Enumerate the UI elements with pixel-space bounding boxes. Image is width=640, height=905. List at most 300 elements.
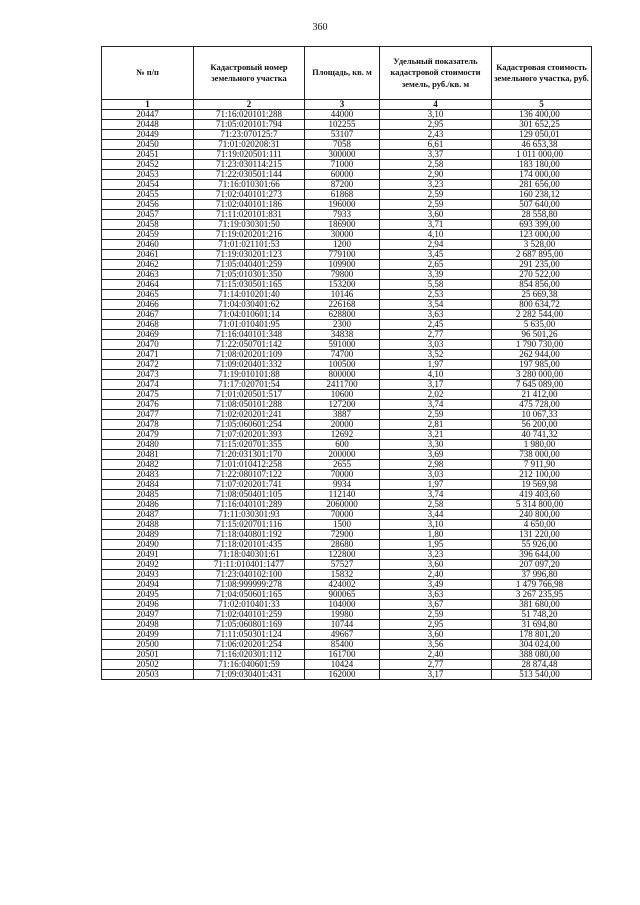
cadastral-value-cell: 96 501,26 (492, 330, 592, 340)
cadastral-number-cell: 71:01:020501:517 (194, 390, 305, 400)
row-number-cell: 20459 (102, 230, 194, 240)
unit-value-cell: 3,56 (380, 640, 492, 650)
unit-value-cell: 3,21 (380, 430, 492, 440)
unit-value-cell: 3,49 (380, 580, 492, 590)
row-number-cell: 20480 (102, 440, 194, 450)
cadastral-value-cell: 419 403,60 (492, 490, 592, 500)
unit-value-cell: 3,10 (380, 110, 492, 120)
column-number: 3 (305, 100, 380, 110)
area-cell: 10744 (305, 620, 380, 630)
cadastral-number-cell: 71:11:030301:93 (194, 510, 305, 520)
row-number-cell: 20483 (102, 470, 194, 480)
table-row (102, 250, 592, 260)
cadastral-value-cell: 10 067,33 (492, 410, 592, 420)
cadastral-number-cell: 71:15:020701:355 (194, 440, 305, 450)
unit-value-cell: 3,63 (380, 590, 492, 600)
area-cell: 591000 (305, 340, 380, 350)
cadastral-number-cell: 71:08:999999:278 (194, 580, 305, 590)
row-number-cell: 20462 (102, 260, 194, 270)
cadastral-number-cell: 71:07:020201:741 (194, 480, 305, 490)
unit-value-cell: 3,54 (380, 300, 492, 310)
area-cell: 1200 (305, 240, 380, 250)
cadastral-number-cell: 71:19:010101:88 (194, 370, 305, 380)
cadastral-value-cell: 281 656,00 (492, 180, 592, 190)
cadastral-value-cell: 1 479 766,98 (492, 580, 592, 590)
unit-value-cell: 2,59 (380, 190, 492, 200)
row-number-cell: 20478 (102, 420, 194, 430)
unit-value-cell: 3,74 (380, 490, 492, 500)
table-row (102, 220, 592, 230)
cadastral-value-cell: 304 024,00 (492, 640, 592, 650)
row-number-cell: 20447 (102, 110, 194, 120)
cadastral-number-cell: 71:08:050101:288 (194, 400, 305, 410)
cadastral-number-cell: 71:05:060801:169 (194, 620, 305, 630)
cadastral-number-cell: 71:04:010601:14 (194, 310, 305, 320)
unit-value-cell: 2,58 (380, 160, 492, 170)
table-row (102, 310, 592, 320)
table-row (102, 520, 592, 530)
area-cell: 7933 (305, 210, 380, 220)
cadastral-value-cell: 7 645 089,00 (492, 380, 592, 390)
cadastral-number-cell: 71:01:020208:31 (194, 140, 305, 150)
table-row (102, 360, 592, 370)
column-number: 1 (102, 100, 194, 110)
row-number-cell: 20460 (102, 240, 194, 250)
unit-value-cell: 3,03 (380, 340, 492, 350)
area-cell: 186900 (305, 220, 380, 230)
unit-value-cell: 3,60 (380, 630, 492, 640)
unit-value-cell: 1,95 (380, 540, 492, 550)
cadastral-value-cell: 207 097,20 (492, 560, 592, 570)
cadastral-value-cell: 28 874,48 (492, 660, 592, 670)
area-cell: 112140 (305, 490, 380, 500)
unit-value-cell: 4,10 (380, 230, 492, 240)
page-number: 360 (312, 22, 328, 33)
area-cell: 49667 (305, 630, 380, 640)
cadastral-value-cell: 56 200,00 (492, 420, 592, 430)
cadastral-number-cell: 71:02:040101:259 (194, 610, 305, 620)
area-cell: 10424 (305, 660, 380, 670)
unit-value-cell: 3,37 (380, 150, 492, 160)
row-number-cell: 20486 (102, 500, 194, 510)
area-cell: 53107 (305, 130, 380, 140)
row-number-cell: 20471 (102, 350, 194, 360)
area-cell: 70000 (305, 470, 380, 480)
row-number-cell: 20449 (102, 130, 194, 140)
unit-value-cell: 3,17 (380, 380, 492, 390)
cadastral-number-cell: 71:19:030301:50 (194, 220, 305, 230)
row-number-cell: 20476 (102, 400, 194, 410)
cadastral-number-cell: 71:23:030114:215 (194, 160, 305, 170)
cadastral-value-cell: 37 996,80 (492, 570, 592, 580)
table-row (102, 550, 592, 560)
row-number-cell: 20450 (102, 140, 194, 150)
cadastral-value-cell: 513 540,00 (492, 670, 592, 680)
cadastral-number-cell: 71:06:020201:254 (194, 640, 305, 650)
area-cell: 779100 (305, 250, 380, 260)
cadastral-number-cell: 71:18:040801:192 (194, 530, 305, 540)
table-row (102, 630, 592, 640)
unit-value-cell: 2,65 (380, 260, 492, 270)
unit-value-cell: 2,81 (380, 420, 492, 430)
cadastral-value-cell: 131 220,00 (492, 530, 592, 540)
table-row (102, 670, 592, 680)
cadastral-value-cell: 693 399,00 (492, 220, 592, 230)
unit-value-cell: 2,53 (380, 290, 492, 300)
unit-value-cell: 3,03 (380, 470, 492, 480)
row-number-cell: 20469 (102, 330, 194, 340)
cadastral-number-cell: 71:02:040101:186 (194, 200, 305, 210)
row-number-cell: 20503 (102, 670, 194, 680)
table-row (102, 660, 592, 670)
table-row (102, 440, 592, 450)
unit-value-cell: 1,80 (380, 530, 492, 540)
unit-value-cell: 3,23 (380, 550, 492, 560)
unit-value-cell: 2,59 (380, 410, 492, 420)
row-number-cell: 20452 (102, 160, 194, 170)
cadastral-number-cell: 71:23:070125:7 (194, 130, 305, 140)
area-cell: 196000 (305, 200, 380, 210)
area-cell: 2300 (305, 320, 380, 330)
unit-value-cell: 2,02 (380, 390, 492, 400)
area-cell: 12692 (305, 430, 380, 440)
table-row (102, 450, 592, 460)
cadastral-number-cell: 71:16:040601:59 (194, 660, 305, 670)
header-row (102, 47, 592, 100)
table-row (102, 620, 592, 630)
cadastral-number-cell: 71:08:020201:109 (194, 350, 305, 360)
area-cell: 127200 (305, 400, 380, 410)
cadastral-value-cell: 301 652,25 (492, 120, 592, 130)
table-row (102, 340, 592, 350)
area-cell: 102255 (305, 120, 380, 130)
unit-value-cell: 2,95 (380, 120, 492, 130)
table-row (102, 170, 592, 180)
table-row (102, 260, 592, 270)
row-number-cell: 20484 (102, 480, 194, 490)
unit-value-cell: 3,69 (380, 450, 492, 460)
cadastral-number-cell: 71:05:040401:259 (194, 260, 305, 270)
table-row (102, 530, 592, 540)
row-number-cell: 20488 (102, 520, 194, 530)
row-number-cell: 20464 (102, 280, 194, 290)
row-number-cell: 20496 (102, 600, 194, 610)
row-number-cell: 20489 (102, 530, 194, 540)
unit-value-cell: 2,95 (380, 620, 492, 630)
cadastral-number-cell: 71:11:020101:831 (194, 210, 305, 220)
cadastral-value-cell: 178 801,20 (492, 630, 592, 640)
unit-value-cell: 1,97 (380, 360, 492, 370)
table-row (102, 290, 592, 300)
row-number-cell: 20497 (102, 610, 194, 620)
unit-value-cell: 2,45 (380, 320, 492, 330)
cadastral-number-cell: 71:07:020201:393 (194, 430, 305, 440)
area-cell: 60000 (305, 170, 380, 180)
unit-value-cell: 3,74 (380, 400, 492, 410)
unit-value-cell: 3,44 (380, 510, 492, 520)
unit-value-cell: 3,39 (380, 270, 492, 280)
row-number-cell: 20498 (102, 620, 194, 630)
cadastral-number-cell: 71:01:021101:53 (194, 240, 305, 250)
unit-value-cell: 2,40 (380, 570, 492, 580)
cadastral-number-cell: 71:09:030401:431 (194, 670, 305, 680)
table-row (102, 540, 592, 550)
area-cell: 87200 (305, 180, 380, 190)
unit-value-cell: 3,45 (380, 250, 492, 260)
area-cell: 15832 (305, 570, 380, 580)
area-cell: 20000 (305, 420, 380, 430)
row-number-cell: 20500 (102, 640, 194, 650)
cadastral-number-cell: 71:18:020101:435 (194, 540, 305, 550)
table-row (102, 570, 592, 580)
area-cell: 10146 (305, 290, 380, 300)
cadastral-number-cell: 71:20:031301:170 (194, 450, 305, 460)
cadastral-value-cell: 270 522,00 (492, 270, 592, 280)
cadastral-value-cell: 3 280 000,00 (492, 370, 592, 380)
row-number-cell: 20457 (102, 210, 194, 220)
row-number-cell: 20465 (102, 290, 194, 300)
cadastral-value-cell: 7 911,90 (492, 460, 592, 470)
row-number-cell: 20451 (102, 150, 194, 160)
row-number-cell: 20473 (102, 370, 194, 380)
unit-value-cell: 3,23 (380, 180, 492, 190)
area-cell: 161700 (305, 650, 380, 660)
row-number-cell: 20485 (102, 490, 194, 500)
table-row (102, 650, 592, 660)
unit-value-cell: 2,59 (380, 610, 492, 620)
row-number-cell: 20472 (102, 360, 194, 370)
area-cell: 200000 (305, 450, 380, 460)
table-row (102, 380, 592, 390)
cadastral-value-cell: 46 653,38 (492, 140, 592, 150)
unit-value-cell: 6,61 (380, 140, 492, 150)
cadastral-value-cell: 5 635,00 (492, 320, 592, 330)
cadastral-number-cell: 71:05:010301:350 (194, 270, 305, 280)
row-number-cell: 20495 (102, 590, 194, 600)
area-cell: 800000 (305, 370, 380, 380)
unit-value-cell: 2,58 (380, 500, 492, 510)
area-cell: 72900 (305, 530, 380, 540)
cadastral-number-cell: 71:05:020101:794 (194, 120, 305, 130)
row-number-cell: 20491 (102, 550, 194, 560)
unit-value-cell: 3,60 (380, 560, 492, 570)
row-number-cell: 20453 (102, 170, 194, 180)
unit-value-cell: 3,60 (380, 210, 492, 220)
header-unit-value: Удельный показатель кадастровой стоимости земель, руб./кв. м (380, 47, 492, 100)
table-row (102, 330, 592, 340)
area-cell: 3887 (305, 410, 380, 420)
cadastral-number-cell: 71:15:030501:165 (194, 280, 305, 290)
table-row (102, 470, 592, 480)
area-cell: 79800 (305, 270, 380, 280)
cadastral-number-cell: 71:05:060601:254 (194, 420, 305, 430)
unit-value-cell: 3,30 (380, 440, 492, 450)
cadastral-value-cell: 160 238,12 (492, 190, 592, 200)
cadastral-value-cell: 21 412,00 (492, 390, 592, 400)
table-row (102, 200, 592, 210)
table-row (102, 420, 592, 430)
area-cell: 162000 (305, 670, 380, 680)
unit-value-cell: 2,43 (380, 130, 492, 140)
area-cell: 74700 (305, 350, 380, 360)
cadastral-number-cell: 71:23:040102:100 (194, 570, 305, 580)
header-area: Площадь, кв. м (305, 47, 380, 100)
table-row (102, 160, 592, 170)
table-row (102, 410, 592, 420)
row-number-cell: 20477 (102, 410, 194, 420)
area-cell: 109900 (305, 260, 380, 270)
row-number-cell: 20493 (102, 570, 194, 580)
cadastral-number-cell: 71:04:030401:62 (194, 300, 305, 310)
unit-value-cell: 5,58 (380, 280, 492, 290)
cadastral-value-cell: 19 569,98 (492, 480, 592, 490)
row-number-cell: 20458 (102, 220, 194, 230)
area-cell: 19980 (305, 610, 380, 620)
row-number-cell: 20463 (102, 270, 194, 280)
table-row (102, 150, 592, 160)
cadastral-number-cell: 71:17:020701:54 (194, 380, 305, 390)
row-number-cell: 20487 (102, 510, 194, 520)
column-number: 4 (380, 100, 492, 110)
unit-value-cell: 4,10 (380, 370, 492, 380)
cadastral-value-cell: 197 985,00 (492, 360, 592, 370)
cadastral-value-cell: 262 944,00 (492, 350, 592, 360)
row-number-cell: 20474 (102, 380, 194, 390)
row-number-cell: 20494 (102, 580, 194, 590)
cadastral-number-cell: 71:16:020101:288 (194, 110, 305, 120)
table-row (102, 110, 592, 120)
table-row (102, 490, 592, 500)
cadastral-value-cell: 3 528,00 (492, 240, 592, 250)
area-cell: 300000 (305, 150, 380, 160)
area-cell: 2411700 (305, 380, 380, 390)
area-cell: 122800 (305, 550, 380, 560)
cadastral-number-cell: 71:11:050301:124 (194, 630, 305, 640)
cadastral-value-cell: 381 680,00 (492, 600, 592, 610)
cadastral-value-cell: 854 856,00 (492, 280, 592, 290)
table-row (102, 640, 592, 650)
area-cell: 900065 (305, 590, 380, 600)
row-number-cell: 20492 (102, 560, 194, 570)
cadastral-number-cell: 71:15:020701:116 (194, 520, 305, 530)
header-row-number: № п/п (102, 47, 194, 100)
cadastral-number-cell: 71:01:010401:95 (194, 320, 305, 330)
table-row (102, 270, 592, 280)
cadastral-number-cell: 71:04:050601:165 (194, 590, 305, 600)
row-number-cell: 20502 (102, 660, 194, 670)
cadastral-number-cell: 71:16:040101:348 (194, 330, 305, 340)
cadastral-value-cell: 1 980,00 (492, 440, 592, 450)
row-number-cell: 20501 (102, 650, 194, 660)
unit-value-cell: 2,77 (380, 660, 492, 670)
unit-value-cell: 2,90 (380, 170, 492, 180)
unit-value-cell: 3,71 (380, 220, 492, 230)
cadastral-number-cell: 71:16:020301:112 (194, 650, 305, 660)
table-row (102, 120, 592, 130)
cadastral-value-cell: 136 400,00 (492, 110, 592, 120)
cadastral-value-cell: 240 800,00 (492, 510, 592, 520)
table-row (102, 460, 592, 470)
table-row (102, 590, 592, 600)
cadastral-value-cell: 1 011 000,00 (492, 150, 592, 160)
cadastral-number-cell: 71:09:020401:332 (194, 360, 305, 370)
cadastral-number-cell: 71:11:010401:1477 (194, 560, 305, 570)
cadastral-value-cell: 183 180,00 (492, 160, 592, 170)
unit-value-cell: 2,59 (380, 200, 492, 210)
unit-value-cell: 1,97 (380, 480, 492, 490)
area-cell: 9934 (305, 480, 380, 490)
cadastral-value-cell: 25 669,38 (492, 290, 592, 300)
area-cell: 153200 (305, 280, 380, 290)
row-number-cell: 20475 (102, 390, 194, 400)
header-cadastral-number: Кадастровый номер земельного участка (194, 47, 305, 100)
row-number-cell: 20467 (102, 310, 194, 320)
area-cell: 71000 (305, 160, 380, 170)
cadastral-number-cell: 71:02:040101:273 (194, 190, 305, 200)
table-row (102, 390, 592, 400)
cadastral-number-cell: 71:16:010301:66 (194, 180, 305, 190)
cadastral-number-cell: 71:14:010201:40 (194, 290, 305, 300)
cadastral-value-cell: 31 694,80 (492, 620, 592, 630)
unit-value-cell: 3,10 (380, 520, 492, 530)
area-cell: 61868 (305, 190, 380, 200)
unit-value-cell: 3,63 (380, 310, 492, 320)
cadastral-value-cell: 212 100,00 (492, 470, 592, 480)
cadastral-value-cell: 2 282 544,00 (492, 310, 592, 320)
area-cell: 424002 (305, 580, 380, 590)
cadastral-number-cell: 71:16:040101:289 (194, 500, 305, 510)
cadastral-value-cell: 738 000,00 (492, 450, 592, 460)
row-number-cell: 20479 (102, 430, 194, 440)
area-cell: 100500 (305, 360, 380, 370)
unit-value-cell: 2,77 (380, 330, 492, 340)
table-row (102, 610, 592, 620)
area-cell: 104000 (305, 600, 380, 610)
cadastral-number-cell: 71:22:080107:122 (194, 470, 305, 480)
cadastral-number-cell: 71:02:010401:33 (194, 600, 305, 610)
cadastral-value-cell: 475 728,00 (492, 400, 592, 410)
cadastral-number-cell: 71:22:030501:144 (194, 170, 305, 180)
cadastral-value-cell: 129 050,01 (492, 130, 592, 140)
area-cell: 30000 (305, 230, 380, 240)
table-row (102, 210, 592, 220)
cadastral-number-cell: 71:01:010412:258 (194, 460, 305, 470)
cadastral-number-cell: 71:22:050701:142 (194, 340, 305, 350)
table-row (102, 560, 592, 570)
row-number-cell: 20461 (102, 250, 194, 260)
cadastral-number-cell: 71:08:050401:105 (194, 490, 305, 500)
cadastral-value-cell: 800 634,72 (492, 300, 592, 310)
table-row (102, 350, 592, 360)
cadastral-value-cell: 507 640,00 (492, 200, 592, 210)
row-number-cell: 20466 (102, 300, 194, 310)
cadastral-value-cell: 291 235,00 (492, 260, 592, 270)
table-row (102, 510, 592, 520)
table-row (102, 580, 592, 590)
cadastral-value-cell: 2 687 895,00 (492, 250, 592, 260)
table-row (102, 480, 592, 490)
row-number-cell: 20490 (102, 540, 194, 550)
cadastral-value-cell: 174 000,00 (492, 170, 592, 180)
cadastral-value-cell: 55 926,00 (492, 540, 592, 550)
cadastral-value-cell: 4 650,00 (492, 520, 592, 530)
table-row (102, 180, 592, 190)
cadastral-value-cell: 123 000,00 (492, 230, 592, 240)
area-cell: 226168 (305, 300, 380, 310)
row-number-cell: 20481 (102, 450, 194, 460)
unit-value-cell: 2,94 (380, 240, 492, 250)
unit-value-cell: 2,40 (380, 650, 492, 660)
